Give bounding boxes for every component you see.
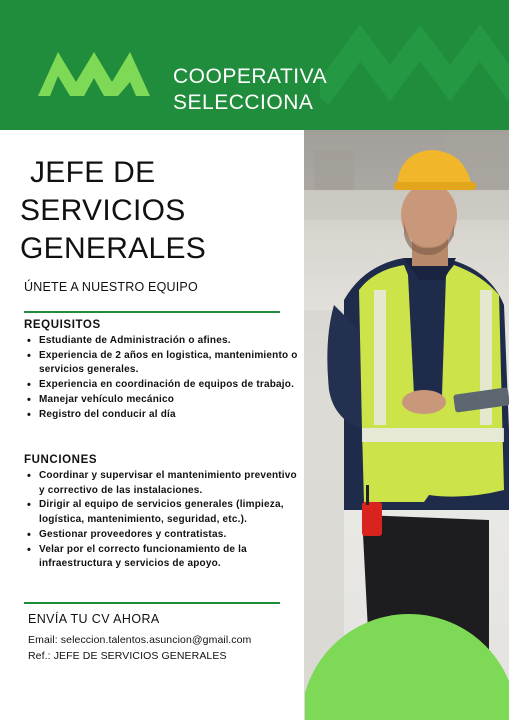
brand-line-1: COOPERATIVA xyxy=(173,65,328,88)
job-title xyxy=(20,154,206,268)
company-name xyxy=(173,64,327,116)
list-item: • Experiencia en coordinación de equipos de trabajo. xyxy=(26,378,298,393)
job-title-line-3: GENERALES xyxy=(20,232,207,265)
reference-line: Ref.: JEFE DE SERVICIOS GENERALES xyxy=(28,650,227,662)
contact-email[interactable]: Email: seleccion.talentos.asuncion@gmail.com xyxy=(28,634,252,646)
list-item: • Experiencia de 2 años en logistica, mantenimiento o servicios generales. xyxy=(26,349,298,378)
funciones-list xyxy=(26,469,298,572)
tagline: ÚNETE A NUESTRO EQUIPO xyxy=(24,280,198,294)
divider-line xyxy=(24,311,280,313)
divider-line xyxy=(24,602,280,604)
list-item: • Dirigir al equipo de servicios generales (limpieza, logística, mantenimiento, seguridad, etc.). xyxy=(26,498,298,527)
brand-line-2: SELECCIONA xyxy=(173,91,314,114)
requisitos-list xyxy=(26,334,298,422)
job-details-panel xyxy=(0,130,304,720)
requisitos-heading: REQUISITOS xyxy=(24,319,101,331)
list-item: • Gestionar proveedores y contratistas. xyxy=(26,528,298,543)
decorative-green-circle-icon xyxy=(305,612,509,720)
mm-mountain-logo-icon xyxy=(38,48,150,98)
list-item: • Coordinar y supervisar el mantenimiento preventivo y correctivo de las instalaciones. xyxy=(26,469,298,498)
list-item: • Registro del conducir al día xyxy=(26,408,298,423)
list-item: • Velar por el correcto funcionamiento de la infraestructura y servicios de apoyo. xyxy=(26,543,298,572)
header-banner xyxy=(0,0,509,130)
job-title-line-2: SERVICIOS xyxy=(20,194,186,227)
list-item: • Estudiante de Administración o afines. xyxy=(26,334,298,349)
funciones-heading: FUNCIONES xyxy=(24,454,98,466)
job-title-line-1: JEFE DE xyxy=(30,156,156,189)
cv-heading: ENVÍA TU CV AHORA xyxy=(28,612,160,626)
list-item: • Manejar vehículo mecánico xyxy=(26,393,298,408)
background-mountain-pattern-icon xyxy=(320,18,509,113)
